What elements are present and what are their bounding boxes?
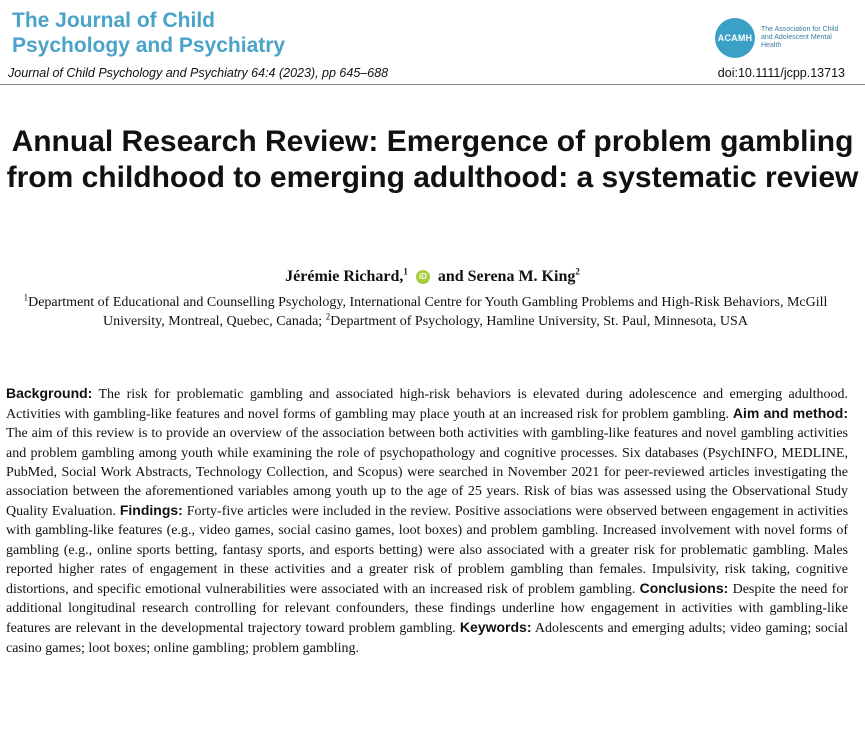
affiliation-2: Department of Psychology, Hamline University, St. Paul, Minnesota, USA [330,314,748,329]
affiliations [6,293,845,331]
journal-title-line2: Psychology and Psychiatry [12,34,286,57]
author-affiliation-sup: 2 [575,266,580,277]
citation: Journal of Child Psychology and Psychiatry 64:4 (2023), pp 645–688 [8,66,389,80]
author-name[interactable]: Jérémie Richard, [285,268,404,285]
findings-label: Findings: [119,502,183,519]
acamh-logo [715,18,851,58]
keywords-label: Keywords: [459,619,532,636]
conclusions-label: Conclusions: [639,580,729,597]
author-name[interactable]: and Serena M. King [437,268,576,285]
journal-title-line1: The Journal of Child [12,9,215,32]
background-text: The risk for problematic gambling and associated high-risk behaviors is elevated during adolescence and emerging adulthood. Activities with gambling-like features and novel forms of gambling may place youth at an increased risk for problem gambling. [6,387,849,423]
affiliation-sup: 1 [23,292,29,303]
journal-title [12,8,285,58]
conclusions-text: Despite the need for additional longitudinal research controlling for relevant confounders, these findings underline how engagement in activities with gambling-like features are relevant in the developmental trajectory toward problem gambling. [6,582,849,637]
affiliation-1: Department of Educational and Counselling Psychology, International Centre for Youth Gambling Problems and High-Risk Behaviors, McGill University, Montreal, Quebec, Canada; [28,295,828,329]
doi[interactable]: doi:10.1111/jcpp.13713 [717,66,845,80]
author-affiliation-sup: 1 [403,266,408,277]
acamh-logo-icon: ACAMH [715,18,755,58]
background-label: Background: [6,385,93,401]
findings-text: Forty-five articles were included in the review. Positive associations were observed between engagement in activities with gambling-like features (e.g., video games, social casino games, loot boxes) and problem gambling. Increased involvement with novel forms of gambling (e.g., online sports betting, fantasy sports, and esports betting) were also associated with a greater risk for problematic gambling. Males reported higher rates of engagement in these activities and a greater risk of problem gambling than females. Impulsivity, risk taking, cognitive distortions, and specific emotional vulnerabilities were associated with an increased risk of problem gambling. [6,504,849,598]
header-divider [0,84,865,85]
acamh-logo-text: The Association for Child and Adolescent Mental Health [761,26,839,49]
aim-text: The aim of this review is to provide an overview of the association between both activities with gambling-like features and novel gambling activities and problem gambling among youth while examining the role of psychopathology and cognitive processes. Six databases (PsychINFO, MEDLINE, PubMed, Social Work Abstracts, Technology Collection, and Scopus) were searched in November 2021 for peer-reviewed articles investigating the association between the aforementioned variables among youth up to the age of 25 years. Risk of bias was assessed using the Observational Study Quality Evaluation. [6,426,848,520]
aim-label: Aim and method: [732,405,849,422]
article-title: Annual Research Review: Emergence of problem gambling from childhood to emerging adulthood: a systematic review [6,125,859,194]
abstract [6,384,848,658]
citation-bar [8,66,845,80]
orcid-icon[interactable]: iD [416,270,430,284]
keywords-text: Adolescents and emerging adults; video gaming; social casino games; loot boxes; online gambling; problem gambling. [6,621,849,656]
author-list [0,268,865,286]
affiliation-sup: 2 [325,311,331,322]
